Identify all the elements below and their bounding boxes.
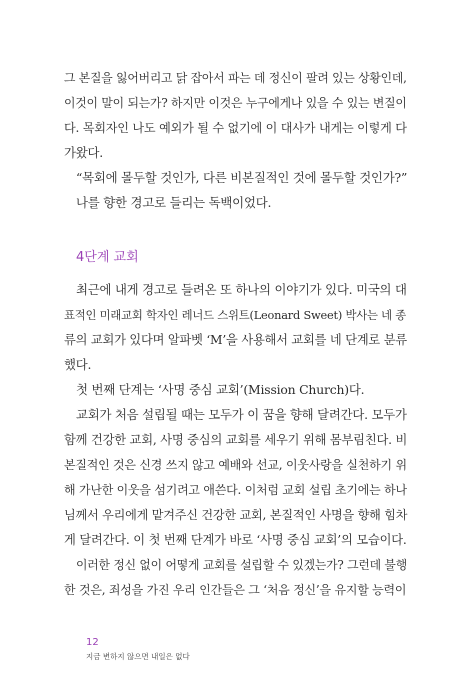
text-line: 해 가난한 이웃을 섬기려고 애쓴다. 이처럼 교회 설립 초기에는 하나: [64, 483, 407, 497]
text-line: 이것이 말이 되는가? 하지만 이것은 누구에게나 있을 수 있는 변질이: [64, 96, 407, 110]
text-line: 한 것은, 죄성을 가진 우리 인간들은 그 ‘처음 정신’을 유지할 능력이: [64, 583, 407, 597]
text-line: 이러한 정신 없이 어떻게 교회를 설립할 수 있겠는가? 그런데 불행: [76, 558, 407, 572]
text-line: 게 달려간다. 이 첫 번째 단계가 바로 ‘사명 중심 교회’의 모습이다.: [64, 533, 407, 547]
page-number: 12: [86, 637, 99, 648]
text-line: 류의 교회가 있다며 알파벳 ‘M’을 사용해서 교회를 네 단계로 분류: [64, 333, 407, 347]
text-line: 표적인 미래교회 학자인 레너드 스위트(Leonard Sweet) 박사는 네 종: [64, 308, 407, 322]
text-line: 본질적인 것은 신경 쓰지 않고 예배와 선교, 이웃사랑을 실천하기 위: [64, 458, 407, 472]
text-line: 나를 향한 경고로 들리는 독백이었다.: [76, 195, 272, 210]
text-line: “목회에 몰두할 것인가, 다른 비본질적인 것에 몰두할 것인가?”: [76, 170, 408, 185]
text-line: 그 본질을 잃어버리고 닭 잡아서 파는 데 정신이 팔려 있는 상황인데,: [64, 71, 407, 85]
text-line: 가왔다.: [64, 145, 104, 160]
text-line: 님께서 우리에게 맡겨주신 건강한 교회, 본질적인 사명을 향해 힘차: [64, 508, 408, 522]
text-line: 교회가 처음 설립될 때는 모두가 이 꿈을 향해 달려간다. 모두가: [76, 408, 407, 422]
text-line: 다. 목회자인 나도 예외가 될 수 없기에 이 대사가 내게는 이렇게 다: [64, 121, 407, 135]
text-line: 첫 번째 단계는 ‘사명 중심 교회’(Mission Church)다.: [76, 382, 365, 397]
text-line: 최근에 내게 경고로 들려온 또 하나의 이야기가 있다. 미국의 대: [76, 283, 407, 297]
text-line: 했다.: [64, 357, 92, 372]
text-line: 함께 건강한 교회, 사명 중심의 교회를 세우기 위해 몸부림친다. 비: [64, 433, 408, 447]
running-footer-title: 지금 변하지 않으면 내일은 없다: [86, 652, 190, 661]
section-heading: 4단계 교회: [76, 250, 139, 265]
